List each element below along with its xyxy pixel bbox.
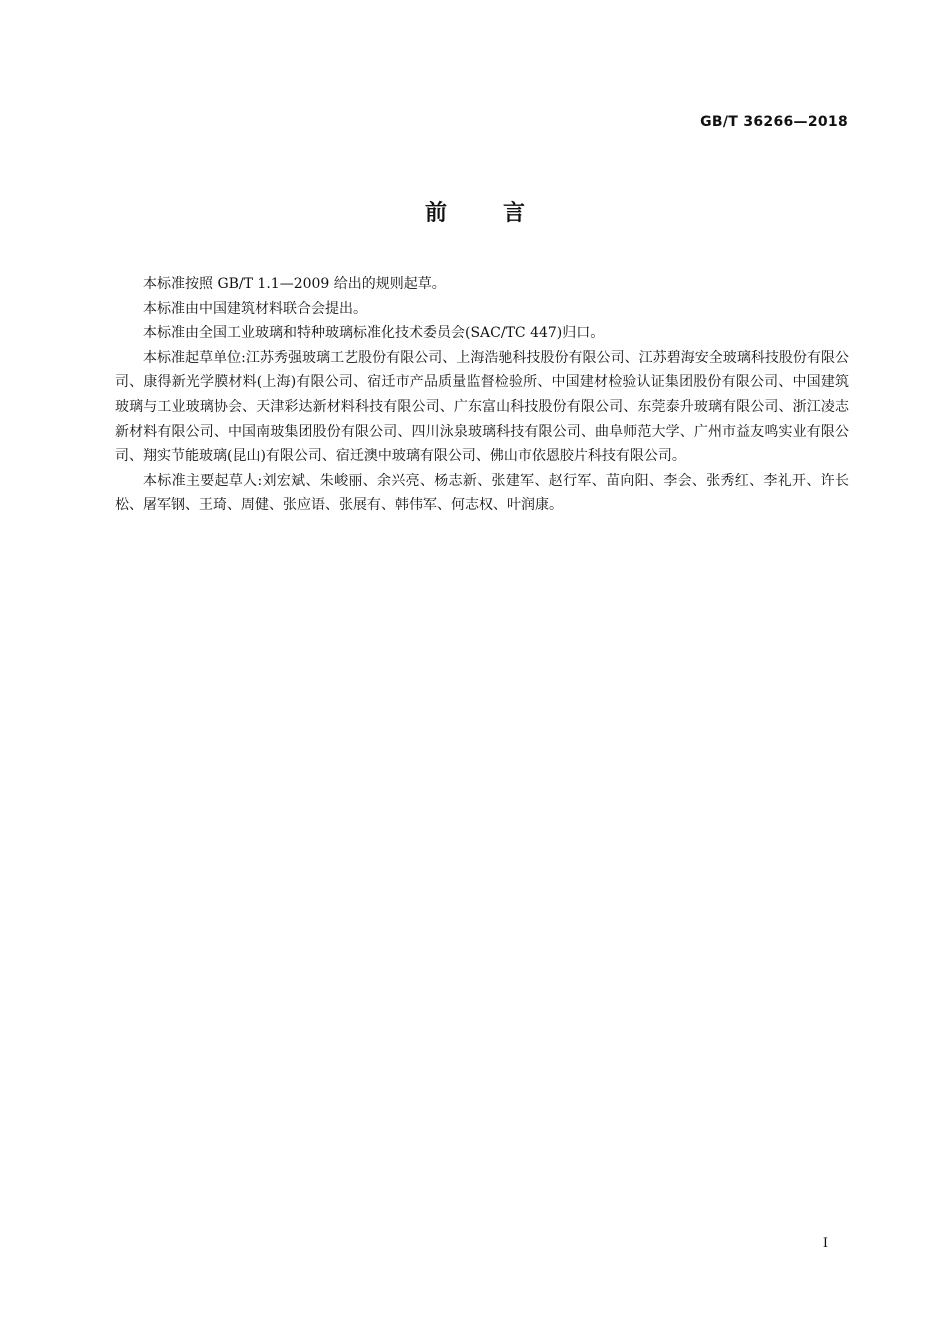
paragraph-drafters: 本标准主要起草人:刘宏斌、朱峻丽、余兴亮、杨志新、张建军、赵行军、苗向阳、李会、张秀红、李礼开、许长松、屠军钢、王琦、周健、张应语、张展有、韩伟军、何志权、叶润康。 (115, 472, 849, 514)
standard-code: GB/T 36266—2018 (700, 114, 848, 130)
paragraph-drafting-units: 本标准起草单位:江苏秀强玻璃工艺股份有限公司、上海浩驰科技股份有限公司、江苏碧海安全玻璃科技股份有限公司、康得新光学膜材料(上海)有限公司、宿迁市产品质量监督检验所、中国建材检验认证集团股份有限公司、中国建筑玻璃与工业玻璃协会、天津彩达新材料科技有限公司、广东富山科技股份有限公司、东莞泰升玻璃有限公司、浙江凌志新材料有限公司、中国南玻集团股份有限公司、四川泳泉玻璃科技有限公司、曲阜师范大学、广州市益友鸣实业有限公司、翔实节能玻璃(昆山)有限公司、宿迁澳中玻璃有限公司、佛山市依恩胶片科技有限公司。 (115, 349, 849, 465)
paragraph-committee: 本标准由全国工业玻璃和特种玻璃标准化技术委员会(SAC/TC 447)归口。 (143, 325, 605, 342)
paragraph-drafting-rules: 本标准按照 GB/T 1.1—2009 给出的规则起草。 (143, 276, 446, 292)
page-title: 前言 (424, 201, 581, 226)
foreword-body (115, 272, 849, 518)
paragraph-proposer: 本标准由中国建筑材料联合会提出。 (143, 300, 367, 317)
page-number: I (822, 1236, 828, 1251)
